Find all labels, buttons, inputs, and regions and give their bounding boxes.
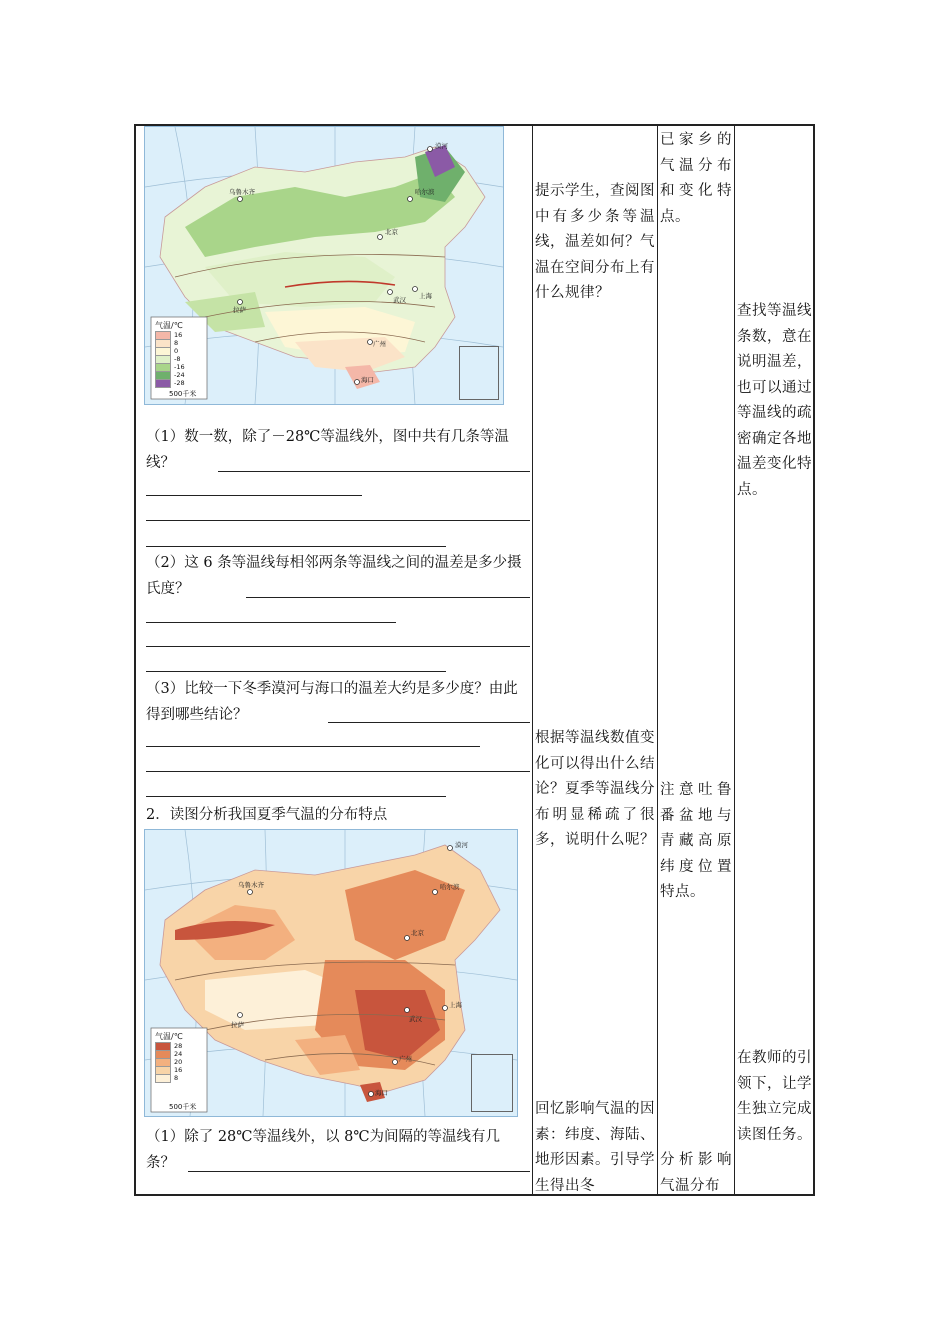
city-label: 上海 <box>449 1001 462 1009</box>
content-column <box>136 126 532 1194</box>
city-label: 北京 <box>411 929 424 937</box>
city-label: 海口 <box>361 376 374 384</box>
answer-line <box>146 646 530 647</box>
legend-label: 16 <box>174 1066 183 1074</box>
answer-line <box>246 597 530 598</box>
winter-scale: 500千米 <box>169 390 197 398</box>
guidance-text-1: 提示学生，查阅图中有多少条等温线，温差如何？气温在空间分布上有什么规律？ <box>535 183 655 301</box>
city-label: 拉萨 <box>233 306 246 314</box>
city-label: 哈尔滨 <box>415 188 435 196</box>
student-activity-column <box>658 126 734 1194</box>
legend-item <box>155 379 185 387</box>
city-label: 哈尔滨 <box>440 883 460 891</box>
answer-line <box>218 471 530 472</box>
legend-swatch <box>155 1074 171 1083</box>
summer-legend <box>155 1042 182 1082</box>
legend-label: -24 <box>174 371 185 379</box>
city-label: 乌鲁木齐 <box>229 188 255 196</box>
answer-line <box>146 495 362 496</box>
legend-label: 16 <box>174 331 183 339</box>
city-label: 乌鲁木齐 <box>238 881 264 889</box>
summer-legend-title: 气温/℃ <box>155 1032 183 1041</box>
legend-label: 24 <box>174 1050 183 1058</box>
legend-label: 20 <box>174 1058 183 1066</box>
legend-label: 8 <box>174 1074 179 1082</box>
answer-line <box>146 1194 346 1195</box>
legend-label: -8 <box>174 355 181 363</box>
city-label: 武汉 <box>409 1015 422 1023</box>
answer-line <box>146 546 446 547</box>
section-2-heading: 2．读图分析我国夏季气温的分布特点 <box>146 807 388 823</box>
answer-line <box>146 622 396 623</box>
legend-item <box>155 1074 182 1082</box>
city-label: 广州 <box>399 1055 412 1063</box>
legend-label: -16 <box>174 363 185 371</box>
question-1: （1）数一数，除了－28℃等温线外，图中共有几条等温线？ <box>146 429 509 471</box>
activity-text-1: 已家乡的气温分布和变化特点。 <box>660 132 732 225</box>
answer-line <box>328 722 530 723</box>
south-sea-inset <box>471 1054 513 1112</box>
answer-line <box>146 671 446 672</box>
question-4: （1）除了 28℃等温线外，以 8℃为间隔的等温线有几条？ <box>146 1129 501 1171</box>
city-label: 广州 <box>373 340 386 348</box>
teacher-guidance-column <box>533 126 657 1194</box>
winter-legend-title: 气温/℃ <box>155 321 183 330</box>
lesson-table <box>134 124 815 1196</box>
legend-label: -28 <box>174 379 185 387</box>
south-sea-inset <box>459 346 499 400</box>
city-label: 海口 <box>375 1089 388 1097</box>
answer-line <box>146 771 530 772</box>
answer-line <box>146 520 530 521</box>
winter-temperature-map <box>144 126 504 405</box>
city-label: 上海 <box>419 292 432 300</box>
design-intent-column <box>735 126 814 1194</box>
answer-line <box>188 1171 530 1172</box>
intent-text-1: 查找等温线条数，意在说明温差，也可以通过等温线的疏密确定各地温差变化特点。 <box>737 303 812 498</box>
summer-scale: 500千米 <box>169 1103 197 1111</box>
guidance-text-2: 根据等温线数值变化可以得出什么结论？夏季等温线分布明显稀疏了很多，说明什么呢？ <box>535 730 655 848</box>
city-label: 漠河 <box>435 142 448 150</box>
legend-label: 0 <box>174 347 179 355</box>
summer-temperature-map <box>144 829 518 1117</box>
activity-text-2: 注意吐鲁番盆地与青藏高原纬度位置特点。 <box>660 782 732 900</box>
question-3: （3）比较一下冬季漠河与海口的温差大约是多少度？由此得到哪些结论？ <box>146 681 518 723</box>
legend-label: 28 <box>174 1042 183 1050</box>
answer-line <box>146 746 480 747</box>
answer-line <box>146 796 446 797</box>
city-label: 北京 <box>385 228 398 236</box>
city-label: 漠河 <box>455 841 468 849</box>
guidance-text-3: 回忆影响气温的因素：纬度、海陆、地形因素。引导学生得出冬 <box>535 1101 655 1194</box>
city-label: 武汉 <box>393 296 406 304</box>
activity-text-3: 分析影响气温分布 <box>660 1152 732 1194</box>
intent-text-2: 在教师的引领下，让学生独立完成读图任务。 <box>737 1050 812 1143</box>
legend-swatch <box>155 379 171 388</box>
question-2: （2）这 6 条等温线每相邻两条等温线之间的温差是多少摄氏度？ <box>146 555 522 597</box>
city-label: 拉萨 <box>231 1021 244 1029</box>
winter-legend <box>155 331 185 387</box>
legend-label: 8 <box>174 339 179 347</box>
